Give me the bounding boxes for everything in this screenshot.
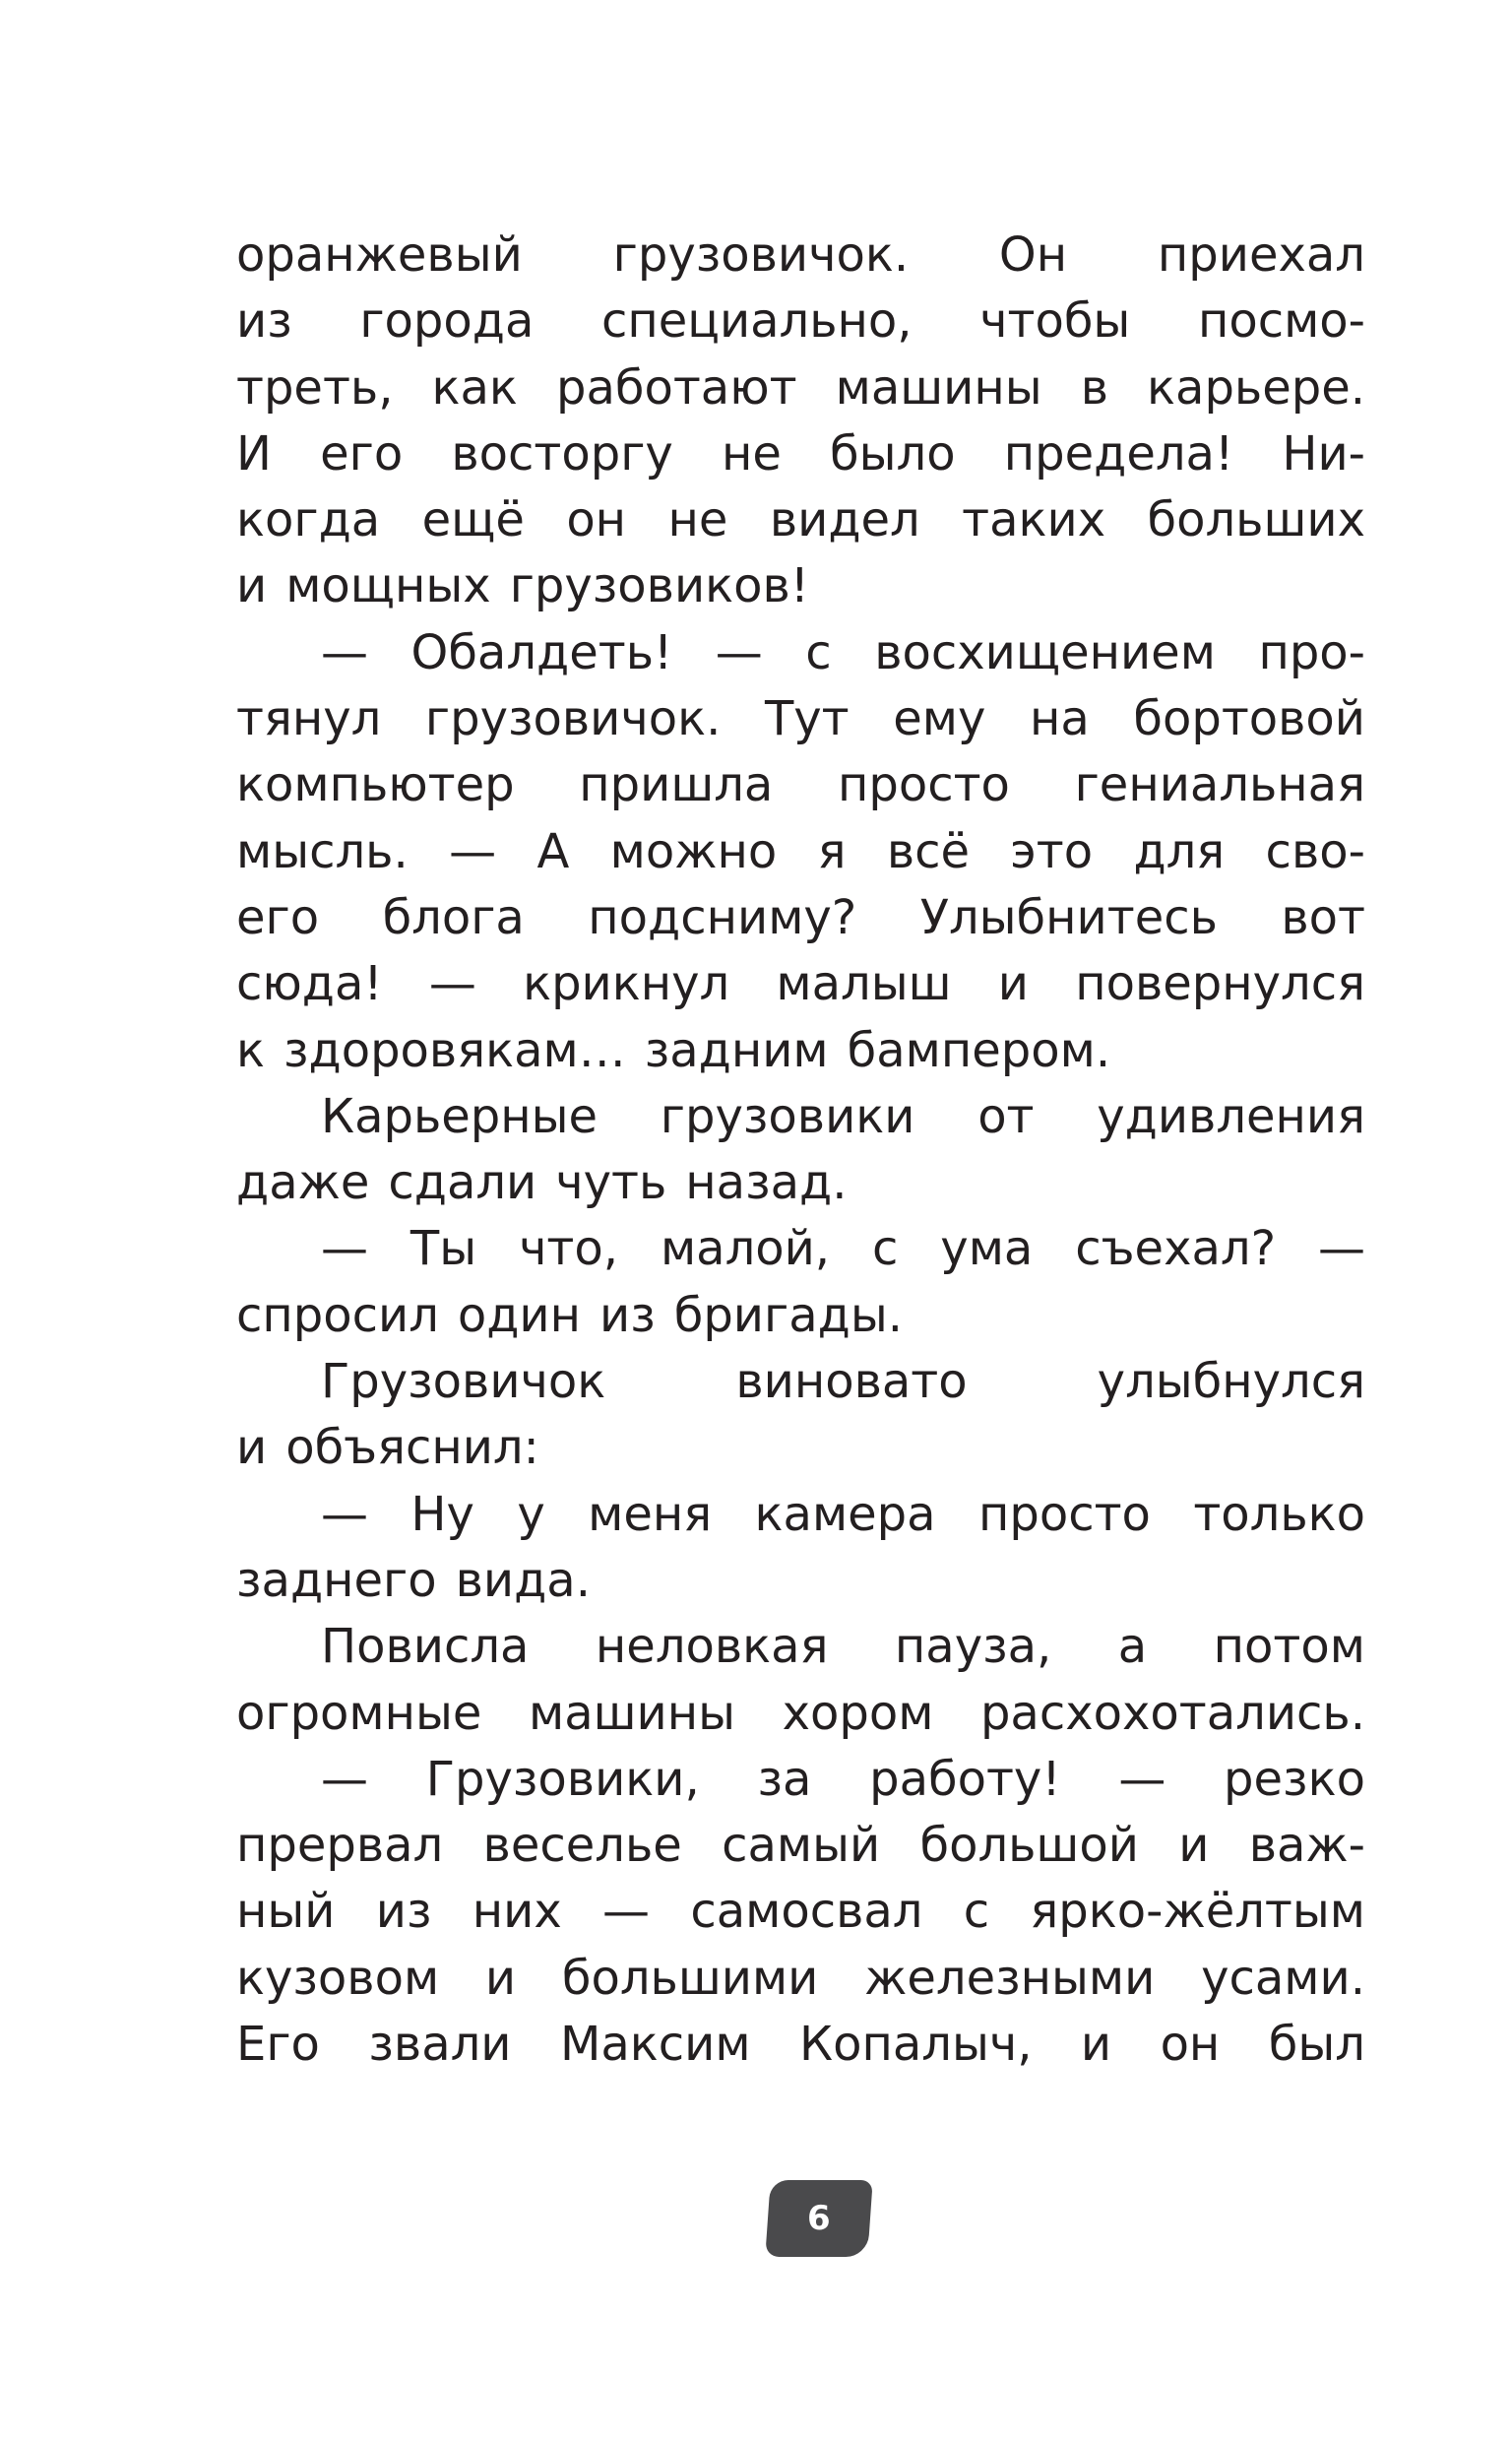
word: гениальная [1074, 757, 1365, 813]
word: хором [782, 1685, 934, 1741]
word: а [1117, 1619, 1148, 1675]
word: — [1118, 1751, 1166, 1807]
word: пришла [579, 757, 774, 813]
word: грузовики [660, 1088, 915, 1144]
word: он [1160, 2017, 1221, 2073]
word: можно [609, 823, 778, 879]
word: в [1080, 359, 1108, 416]
text-line [236, 1084, 1365, 1150]
word: из [599, 1287, 656, 1343]
word: пауза, [894, 1619, 1052, 1675]
text-line [236, 1813, 1365, 1879]
word: резко [1224, 1751, 1365, 1807]
text-line [236, 1614, 1365, 1680]
text-line [236, 885, 1365, 951]
text-line [236, 289, 1365, 354]
word: не [667, 492, 728, 548]
word: таких [962, 492, 1106, 548]
word: назад. [685, 1155, 848, 1211]
word: посмо- [1197, 293, 1365, 350]
word: тянул [236, 691, 382, 747]
word: бригады. [673, 1287, 903, 1343]
word: специально, [600, 293, 913, 350]
word: и [484, 1950, 517, 2006]
word: чтобы [979, 293, 1131, 350]
word: он [566, 492, 627, 548]
text-line [236, 686, 1365, 752]
word: задним [644, 1022, 829, 1078]
word: Его [236, 2017, 320, 2073]
word: ещё [421, 492, 525, 548]
word: вот [1281, 889, 1365, 945]
word: И [236, 425, 272, 482]
text-line [236, 223, 1365, 289]
word: — [602, 1884, 651, 1940]
text-line [236, 951, 1365, 1017]
word: один [457, 1287, 582, 1343]
word: работу! [869, 1751, 1061, 1807]
word: мощных [285, 558, 491, 614]
word: Обалдеть! [410, 624, 673, 680]
word: — [321, 624, 368, 680]
word: что, [519, 1221, 619, 1277]
word: заднего [236, 1552, 437, 1608]
word: не [721, 425, 782, 482]
word: видел [769, 492, 920, 548]
word: А [536, 823, 570, 879]
word: машины [529, 1685, 736, 1741]
word: и [236, 1420, 268, 1476]
word: больших [1147, 492, 1365, 548]
word: машины [835, 359, 1042, 416]
word: грузовиков! [509, 558, 810, 614]
word: — [321, 1221, 368, 1277]
word: было [830, 425, 956, 482]
word: карьере. [1147, 359, 1365, 416]
page-number: 6 [806, 2199, 832, 2238]
word: — [321, 1486, 368, 1542]
word: усами. [1201, 1950, 1365, 2006]
word: малой, [660, 1221, 831, 1277]
word: компьютер [236, 757, 515, 813]
word: удивления [1097, 1088, 1365, 1144]
word: за [757, 1751, 812, 1807]
word: чуть [555, 1155, 667, 1211]
text-line [236, 1216, 1365, 1282]
word: я [817, 823, 847, 879]
text-line [236, 1018, 1365, 1084]
word: Карьерные [321, 1088, 598, 1144]
word: спросил [236, 1287, 439, 1343]
word: Тут [764, 691, 850, 747]
text-line [236, 553, 1365, 619]
word: малыш [776, 956, 952, 1012]
word: — [1317, 1221, 1365, 1277]
word: это [1010, 823, 1094, 879]
word: Грузовичок [321, 1354, 606, 1410]
page-number-badge [765, 2180, 872, 2257]
word: Ты [410, 1221, 477, 1277]
word: и [236, 558, 268, 614]
word: на [1029, 691, 1090, 747]
word: бампером. [847, 1022, 1111, 1078]
word: из [236, 293, 292, 350]
text-line [236, 1548, 1365, 1614]
word: — [449, 823, 497, 879]
word: железными [864, 1950, 1156, 2006]
text-line [236, 1283, 1365, 1349]
text-line [236, 1150, 1365, 1216]
word: съехал? [1075, 1221, 1277, 1277]
word: у [517, 1486, 545, 1542]
word: восхищением [874, 624, 1216, 680]
word: — [715, 624, 763, 680]
text-line [236, 1415, 1365, 1481]
word: вида. [455, 1552, 591, 1608]
word: повернулся [1075, 956, 1365, 1012]
word: камера [754, 1486, 936, 1542]
text-line [236, 421, 1365, 487]
text-line [236, 620, 1365, 686]
word: как [431, 359, 518, 416]
text-line [236, 819, 1365, 885]
word: — [428, 956, 476, 1012]
word: Ну [410, 1486, 474, 1542]
word: Он [998, 227, 1068, 283]
word: к [236, 1022, 265, 1078]
word: огромные [236, 1685, 482, 1741]
word: блога [382, 889, 525, 945]
text-line [236, 1681, 1365, 1747]
word: Копалыч, [799, 2017, 1033, 2073]
word: Повисла [321, 1619, 530, 1675]
text-line [236, 487, 1365, 553]
word: ума [940, 1221, 1034, 1277]
text-line [236, 1482, 1365, 1548]
text-line [236, 1349, 1365, 1415]
word: ный [236, 1884, 336, 1940]
word: всё [886, 823, 971, 879]
body-text [236, 223, 1365, 2078]
word: был [1268, 2017, 1365, 2073]
word: потом [1213, 1619, 1365, 1675]
word: Максим [559, 2017, 751, 2073]
text-line [236, 1946, 1365, 2012]
word: объяснил: [285, 1420, 539, 1476]
text-line [236, 1879, 1365, 1945]
word: сво- [1265, 823, 1365, 879]
word: оранжевый [236, 227, 523, 283]
word: подсниму? [588, 889, 857, 945]
word: неловкая [595, 1619, 829, 1675]
word: важ- [1248, 1818, 1365, 1874]
word: Улыбнитесь [919, 889, 1218, 945]
word: Грузовики, [425, 1751, 700, 1807]
word: них [472, 1884, 562, 1940]
text-line [236, 1747, 1365, 1813]
word: улыбнулся [1097, 1354, 1365, 1410]
word: ему [893, 691, 986, 747]
word: города [359, 293, 535, 350]
word: расхохотались. [979, 1685, 1365, 1741]
word: крикнул [523, 956, 730, 1012]
word: самый [722, 1818, 881, 1874]
word: большими [561, 1950, 819, 2006]
word: самосвал [690, 1884, 923, 1940]
word: мысль. [236, 823, 409, 879]
word: грузовичок. [612, 227, 910, 283]
word: и [1178, 1818, 1210, 1874]
word: звали [368, 2017, 512, 2073]
word: веселье [482, 1818, 682, 1874]
text-line [236, 752, 1365, 818]
word: бортовой [1133, 691, 1365, 747]
word: про- [1258, 624, 1365, 680]
word: когда [236, 492, 381, 548]
word: с [963, 1884, 990, 1940]
word: грузовичок. [424, 691, 722, 747]
word: даже [236, 1155, 370, 1211]
word: виновато [735, 1354, 968, 1410]
word: сюда! [236, 956, 383, 1012]
word: ярко-жёлтым [1030, 1884, 1365, 1940]
word: с [871, 1221, 899, 1277]
word: Ни- [1282, 425, 1365, 482]
word: большой [919, 1818, 1139, 1874]
word: с [805, 624, 832, 680]
text-line [236, 2012, 1365, 2078]
word: кузовом [236, 1950, 440, 2006]
word: только [1193, 1486, 1365, 1542]
word: предела! [1003, 425, 1234, 482]
word: его [320, 425, 404, 482]
word: из [375, 1884, 432, 1940]
word: приехал [1157, 227, 1365, 283]
word: прервал [236, 1818, 444, 1874]
word: меня [588, 1486, 713, 1542]
word: его [236, 889, 320, 945]
word: и [997, 956, 1029, 1012]
word: работают [555, 359, 797, 416]
word: сдали [388, 1155, 537, 1211]
word: от [977, 1088, 1035, 1144]
word: восторгу [451, 425, 673, 482]
word: — [321, 1751, 368, 1807]
word: для [1133, 823, 1226, 879]
word: просто [977, 1486, 1151, 1542]
word: просто [837, 757, 1010, 813]
word: треть, [236, 359, 394, 416]
word: здоровякам… [284, 1022, 626, 1078]
text-line [236, 355, 1365, 421]
word: и [1080, 2017, 1112, 2073]
